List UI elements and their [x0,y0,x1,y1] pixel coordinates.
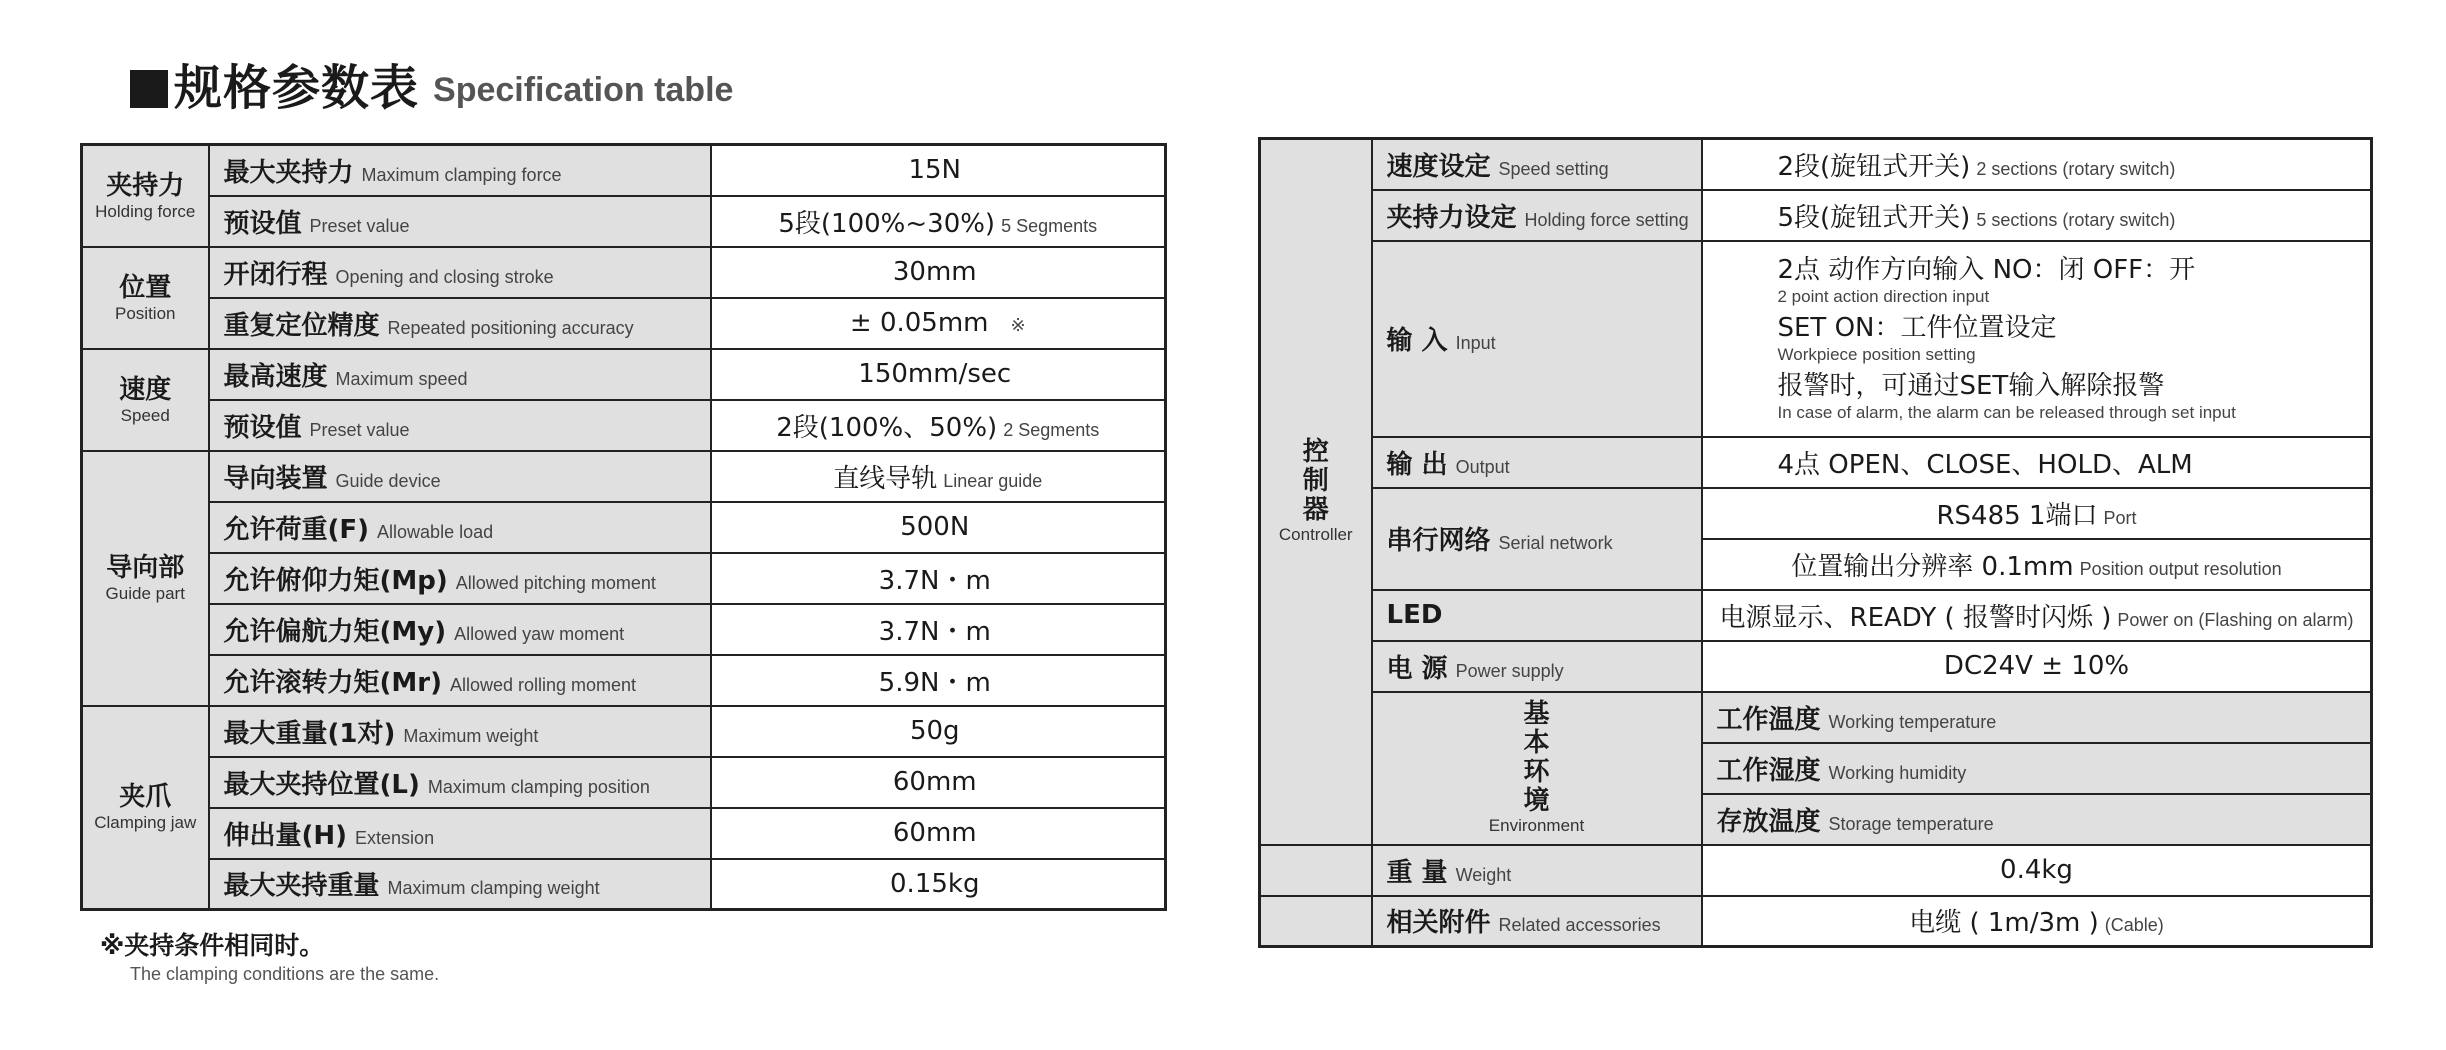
spec-value: 5段(100%~30%) 5 Segments [711,196,1166,247]
spec-label: 允许荷重(F) Allowable load [209,502,711,553]
table-row [1260,641,2372,692]
spec-value: 3.7N・m [711,604,1166,655]
power-value: DC24V ± 10% [1702,641,2372,692]
table-row [1260,241,2372,437]
led-label: LED [1372,590,1702,641]
group-controller: 控制器 Controller [1260,139,1372,845]
group-guide: 导向部 Guide part [82,451,209,706]
spec-value: 0.15kg [711,859,1166,910]
table-row [82,553,1166,604]
footnote-en: The clamping conditions are the same. [130,964,440,984]
spec-label: 允许滚转力矩(Mr) Allowed rolling moment [209,655,711,706]
output-value: 4点 OPEN、CLOSE、HOLD、ALM [1702,437,2372,488]
weight-value: 0.4kg [1702,845,2372,896]
table-row [82,298,1166,349]
spec-value: 30mm [711,247,1166,298]
spec-label: 允许俯仰力矩(Mp) Allowed pitching moment [209,553,711,604]
table-row [82,655,1166,706]
spec-value: 3.7N・m [711,553,1166,604]
table-row [82,247,1166,298]
spec-label: 最大重量(1对) Maximum weight [209,706,711,757]
spec-label: 预设值 Preset value [209,196,711,247]
spec-label: 最大夹持力 Maximum clamping force [209,145,711,196]
spec-value: 50g [711,706,1166,757]
force-setting-value: 5段(旋钮式开关) 5 sections (rotary switch) [1702,190,2372,241]
work-temp-label: 工作温度 Working temperature [1702,692,2372,743]
serial-label: 串行网络 Serial network [1372,488,1702,590]
table-row [1260,590,2372,641]
input-value: 2点 动作方向输入 NO：闭 OFF：开 2 point action direction input SET ON：工件位置设定 Workpiece position setting 报警时，可通过SET输入解除报警 In case of alarm, the alarm can be released through set input [1702,241,2372,437]
table-row [82,196,1166,247]
title-square-icon [130,70,168,108]
group-empty [1260,896,1372,947]
title-zh: 规格参数表 [174,60,420,116]
table-row [82,502,1166,553]
output-label: 输 出 Output [1372,437,1702,488]
spec-label: 重复定位精度 Repeated positioning accuracy [209,298,711,349]
table-row [1260,437,2372,488]
group-holding: 夹持力 Holding force [82,145,209,247]
table-row [82,604,1166,655]
serial-value-1: RS485 1端口 Port [1702,488,2372,539]
group-environment: 基本环境 Environment [1372,692,1702,845]
work-humid-label: 工作湿度 Working humidity [1702,743,2372,794]
table-row [1260,139,2372,190]
table-row [82,757,1166,808]
spec-value: 5.9N・m [711,655,1166,706]
left-spec-table [80,143,1167,911]
spec-label: 开闭行程 Opening and closing stroke [209,247,711,298]
right-spec-table [1258,137,2373,948]
spec-label: 最大夹持重量 Maximum clamping weight [209,859,711,910]
spec-label: 最大夹持位置(L) Maximum clamping position [209,757,711,808]
group-speed: 速度 Speed [82,349,209,451]
speed-setting-label: 速度设定 Speed setting [1372,139,1702,190]
spec-label: 伸出量(H) Extension [209,808,711,859]
spec-label: 最高速度 Maximum speed [209,349,711,400]
spec-label: 允许偏航力矩(My) Allowed yaw moment [209,604,711,655]
spec-value: 直线导轨 Linear guide [711,451,1166,502]
table-row [82,808,1166,859]
table-row [82,145,1166,196]
spec-label: 导向装置 Guide device [209,451,711,502]
spec-value: ± 0.05mm ※ [711,298,1166,349]
title-en: Specification table [433,71,734,109]
spec-label: 预设值 Preset value [209,400,711,451]
power-label: 电 源 Power supply [1372,641,1702,692]
table-row [82,400,1166,451]
table-row [1260,692,2372,743]
table-row [82,859,1166,910]
table-row [1260,845,2372,896]
table-row [82,349,1166,400]
spec-value: 60mm [711,808,1166,859]
footnote [100,930,439,986]
table-row [82,706,1166,757]
spec-value: 500N [711,502,1166,553]
serial-value-2: 位置输出分辨率 0.1mm Position output resolution [1702,539,2372,590]
table-row [1260,896,2372,947]
accessories-value: 电缆 ( 1m/3m ) (Cable) [1702,896,2372,947]
input-label: 输 入 Input [1372,241,1702,437]
weight-label: 重 量 Weight [1372,845,1702,896]
accessories-label: 相关附件 Related accessories [1372,896,1702,947]
group-position: 位置 Position [82,247,209,349]
spec-value: 2段(100%、50%) 2 Segments [711,400,1166,451]
speed-setting-value: 2段(旋钮式开关) 2 sections (rotary switch) [1702,139,2372,190]
footnote-zh: ※夹持条件相同时。 [100,931,325,960]
group-jaw: 夹爪 Clamping jaw [82,706,209,910]
led-value: 电源显示、READY ( 报警时闪烁 ) Power on (Flashing on alarm) [1702,590,2372,641]
group-empty [1260,845,1372,896]
table-row [1260,190,2372,241]
force-setting-label: 夹持力设定 Holding force setting [1372,190,1702,241]
page-title [130,58,733,118]
storage-temp-label: 存放温度 Storage temperature [1702,794,2372,845]
spec-value: 150mm/sec [711,349,1166,400]
table-row [82,451,1166,502]
spec-value: 60mm [711,757,1166,808]
spec-value: 15N [711,145,1166,196]
table-row [1260,488,2372,539]
